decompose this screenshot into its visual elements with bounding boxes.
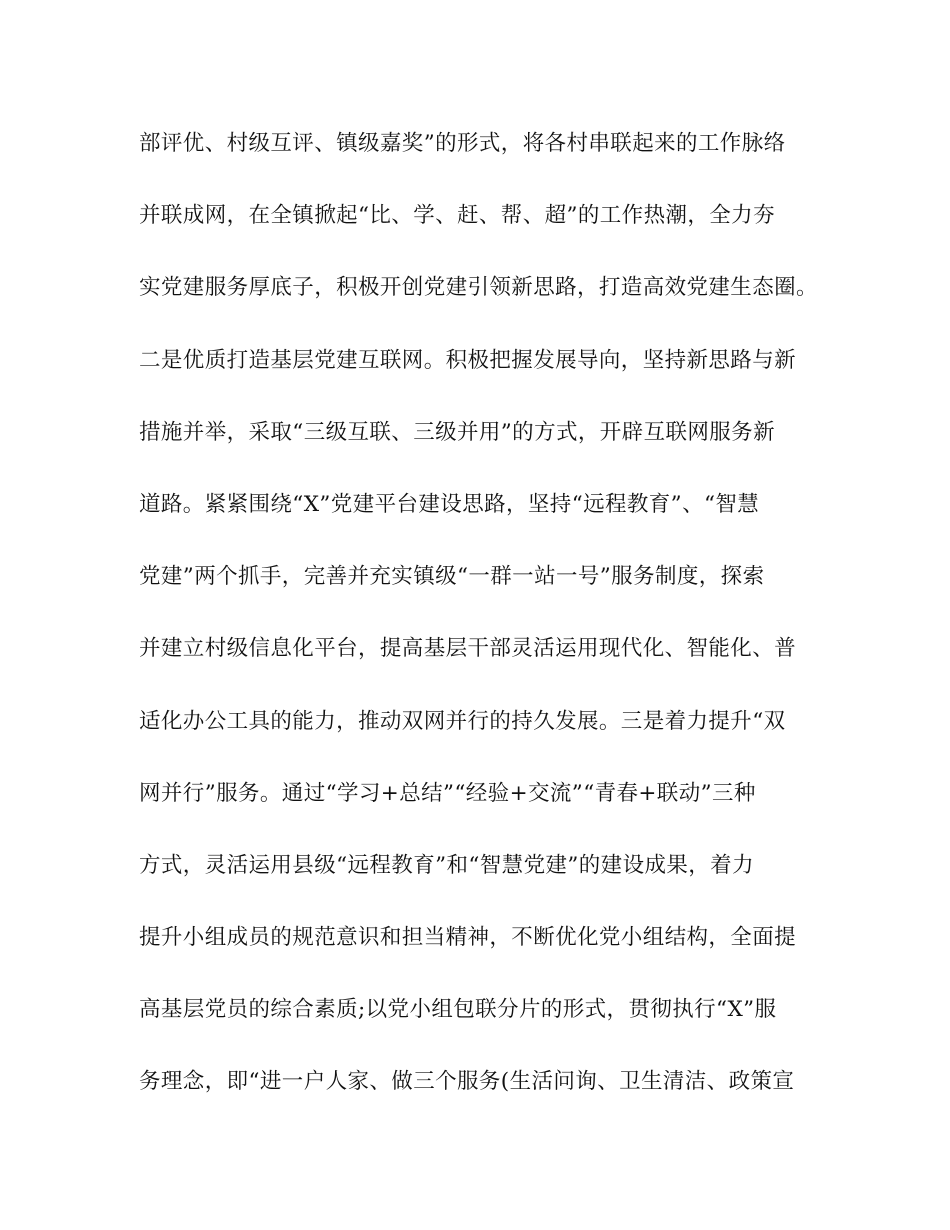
text-line: 党建”两个抓手，完善并充实镇级“一群一站一号”服务制度，探索	[139, 564, 765, 590]
text-line: 道路。紧紧围绕“X”党建平台建设思路，坚持“远程教育”、“智慧	[139, 491, 760, 517]
text-line: 并建立村级信息化平台，提高基层干部灵活运用现代化、智能化、普	[139, 636, 797, 662]
text-line: 部评优、村级互评、镇级嘉奖”的形式，将各村串联起来的工作脉络	[139, 131, 786, 156]
text-line: 措施并举，采取“三级互联、三级并用”的方式，开辟互联网服务新	[139, 419, 775, 445]
text-line: 网并行”服务。通过“学习+总结”“经验+交流”“青春+联动”三种	[139, 780, 756, 806]
text-line: 二是优质打造基层党建互联网。积极把握发展导向，坚持新思路与新	[139, 347, 797, 373]
text-line: 提升小组成员的规范意识和担当精神，不断优化党小组结构，全面提	[139, 925, 797, 951]
text-line: 实党建服务厚底子，积极开创党建引领新思路，打造高效党建生态圈。	[139, 275, 818, 301]
body-text	[139, 122, 819, 1133]
text-line: 方式，灵活运用县级“远程教育”和“智慧党建”的建设成果，着力	[139, 852, 754, 878]
text-line: 适化办公工具的能力，推动双网并行的持久发展。三是着力提升“双	[139, 708, 786, 734]
text-line: 务理念，即“进一户人家、做三个服务(生活问询、卫生清洁、政策宣	[139, 1069, 795, 1095]
text-line: 并联成网，在全镇掀起“比、学、赶、帮、超”的工作热潮，全力夯	[139, 203, 775, 229]
text-line: 高基层党员的综合素质;以党小组包联分片的形式，贯彻执行“X”服	[139, 997, 777, 1023]
